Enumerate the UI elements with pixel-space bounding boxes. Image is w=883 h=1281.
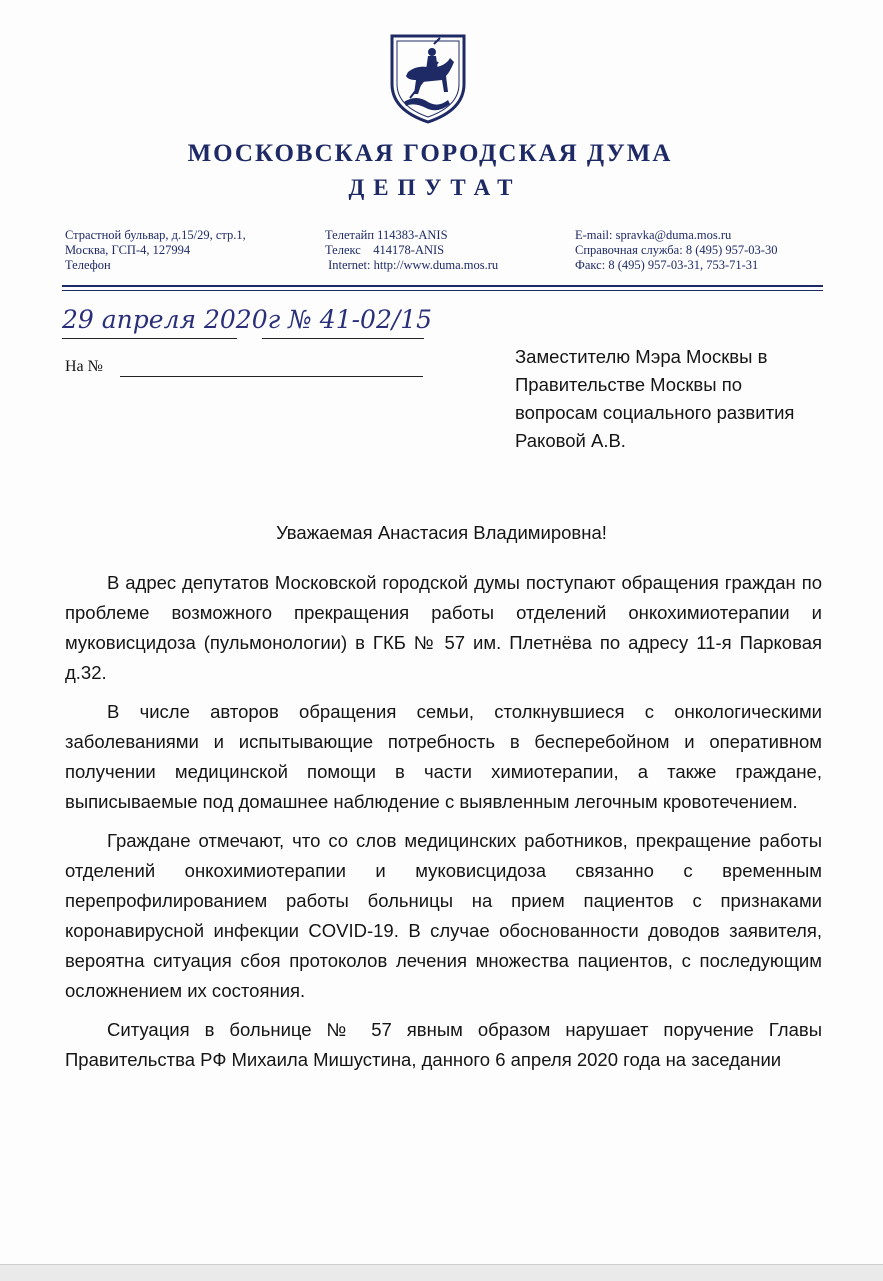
- contact-line: Москва, ГСП-4, 127994: [65, 243, 191, 257]
- letter-body: [65, 568, 822, 1084]
- contact-line: Страстной бульвар, д.15/29, стр.1,: [65, 228, 246, 242]
- addressee-block: [515, 343, 794, 455]
- addressee-line: Раковой А.В.: [515, 430, 626, 451]
- contact-line: Телефон: [65, 258, 111, 272]
- salutation: Уважаемая Анастасия Владимировна!: [276, 522, 607, 543]
- body-paragraph: В адрес депутатов Московской городской думы поступают обращения граждан по проблеме возможного прекращения работы отделений онкохимиотерапии и муковисцидоза (пульмонологии) в ГКБ № 57 им. Плетнёва по адресу 11-я Парковая д.32.: [65, 572, 822, 683]
- contacts-address: [65, 228, 246, 273]
- date-underline: [62, 338, 237, 339]
- body-paragraph: Граждане отмечают, что со слов медицинских работников, прекращение работы отделений онкохимиотерапии и муковисцидоза связанно с временным перепрофилированием работы больницы на прием пациентов с признаками коронавирусной инфекции COVID-19. В случае обоснованности доводов заявителя, вероятна ситуация сбоя протоколов лечения множества пациентов, с последующим осложнением их состояния.: [65, 830, 822, 1001]
- contacts-email: [575, 228, 777, 273]
- handwritten-date-number: 29 апреля 2020г № 41-02/15: [62, 305, 433, 334]
- addressee-line: Правительстве Москвы по: [515, 374, 743, 395]
- moscow-coat-of-arms-icon: [388, 32, 468, 124]
- reference-underline: [120, 376, 423, 377]
- number-underline: [262, 338, 424, 339]
- body-paragraph: В числе авторов обращения семьи, столкнувшиеся с онкологическими заболеваниями и испытывающие потребность в бесперебойном и оперативном получении медицинской помощи в части химиотерапии, а также граждане, выписываемые под домашнее наблюдение с выявленным легочным кровотечением.: [65, 701, 822, 812]
- contact-line: Справочная служба: 8 (495) 957-03-30: [575, 243, 778, 257]
- contact-line: Internet: http://www.duma.mos.ru: [325, 258, 499, 272]
- scan-edge: [0, 1264, 883, 1281]
- addressee-line: Заместителю Мэра Москвы в: [515, 346, 768, 367]
- contact-line: Телекс 414178-ANIS: [325, 243, 445, 257]
- org-subtitle: ДЕПУТАТ: [348, 175, 522, 200]
- addressee-line: вопросам социального развития: [515, 402, 795, 423]
- contact-line: Факс: 8 (495) 957-03-31, 753-71-31: [575, 258, 759, 272]
- contacts-telex: [325, 228, 498, 273]
- reference-label: На №: [65, 358, 103, 375]
- org-title: МОСКОВСКАЯ ГОРОДСКАЯ ДУМА: [187, 140, 673, 167]
- header-divider-thin: [62, 290, 823, 291]
- contact-line: E-mail: spravka@duma.mos.ru: [575, 228, 732, 242]
- header-divider: [62, 285, 823, 287]
- contact-line: Телетайп 114383-ANIS: [325, 228, 448, 242]
- body-paragraph: Ситуация в больнице № 57 явным образом нарушает поручение Главы Правительства РФ Михаила Мишустина, данного 6 апреля 2020 года на заседании: [65, 1019, 822, 1070]
